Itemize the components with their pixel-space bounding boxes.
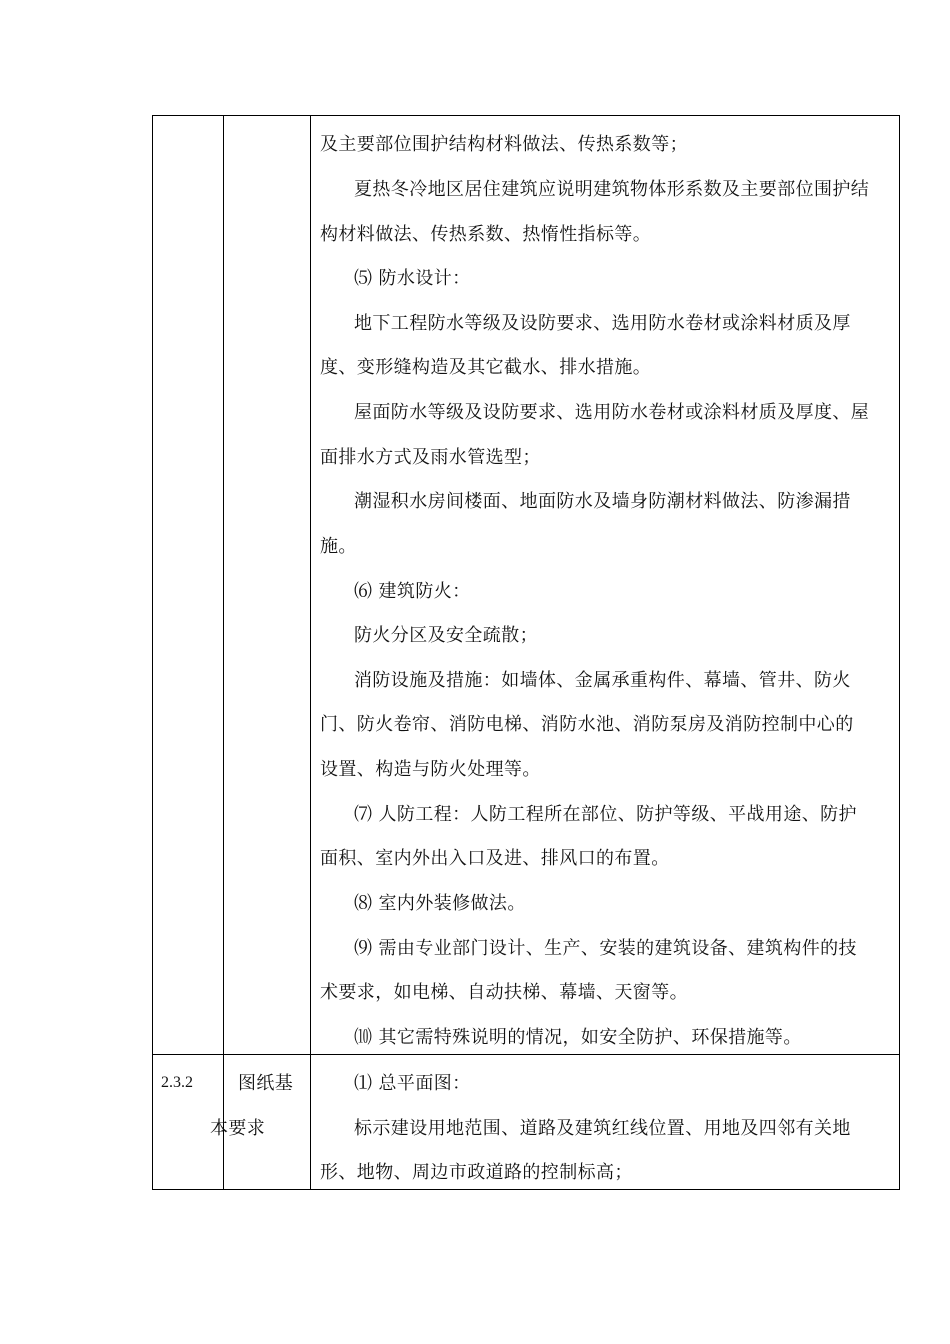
- content-line: 面排水方式及雨水管选型；: [320, 447, 541, 468]
- section-number: 2.3.2: [161, 1074, 193, 1091]
- content-line: ⑽ 其它需特殊说明的情况，如安全防护、环保措施等。: [354, 1027, 802, 1048]
- content-line: 施。: [320, 536, 357, 557]
- content-line: 地下工程防水等级及设防要求、选用防水卷材或涂料材质及厚: [354, 313, 851, 334]
- content-line: 设置、构造与防火处理等。: [320, 759, 541, 780]
- content-line: 构材料做法、传热系数、热惰性指标等。: [320, 224, 652, 245]
- content-line: 防火分区及安全疏散；: [354, 625, 538, 646]
- table-col-divider-1: [223, 115, 224, 1190]
- content-line: 术要求，如电梯、自动扶梯、幕墙、天窗等。: [320, 982, 688, 1003]
- content-heading: ⑴ 总平面图：: [354, 1073, 471, 1094]
- content-line: 消防设施及措施：如墙体、金属承重构件、幕墙、管井、防火: [354, 670, 851, 691]
- content-line: 潮湿积水房间楼面、地面防水及墙身防潮材料做法、防渗漏措: [354, 491, 851, 512]
- content-line: 标示建设用地范围、道路及建筑红线位置、用地及四邻有关地: [354, 1118, 851, 1139]
- content-line: 面积、室内外出入口及进、排风口的布置。: [320, 848, 670, 869]
- table-col-divider-2: [310, 115, 311, 1190]
- content-heading: ⑹ 建筑防火：: [354, 581, 471, 602]
- content-line: 形、地物、周边市政道路的控制标高；: [320, 1162, 633, 1183]
- section-title-line1: 图纸基: [238, 1073, 294, 1094]
- content-line: 屋面防水等级及设防要求、选用防水卷材或涂料材质及厚度、屋: [354, 402, 870, 423]
- content-line: 及主要部位围护结构材料做法、传热系数等；: [320, 134, 688, 155]
- content-line: ⑻ 室内外装修做法。: [354, 893, 526, 914]
- table-row-divider: [152, 1054, 900, 1055]
- content-line: 夏热冬冷地区居住建筑应说明建筑物体形系数及主要部位围护结: [354, 179, 870, 200]
- content-line: ⑺ 人防工程：人防工程所在部位、防护等级、平战用途、防护: [354, 804, 857, 825]
- content-heading: ⑸ 防水设计：: [354, 268, 471, 289]
- content-line: ⑼ 需由专业部门设计、生产、安装的建筑设备、建筑构件的技: [354, 938, 857, 959]
- content-line: 门、防火卷帘、消防电梯、消防水池、消防泵房及消防控制中心的: [320, 714, 854, 735]
- section-title-line2: 本要求: [210, 1118, 266, 1139]
- content-line: 度、变形缝构造及其它截水、排水措施。: [320, 357, 652, 378]
